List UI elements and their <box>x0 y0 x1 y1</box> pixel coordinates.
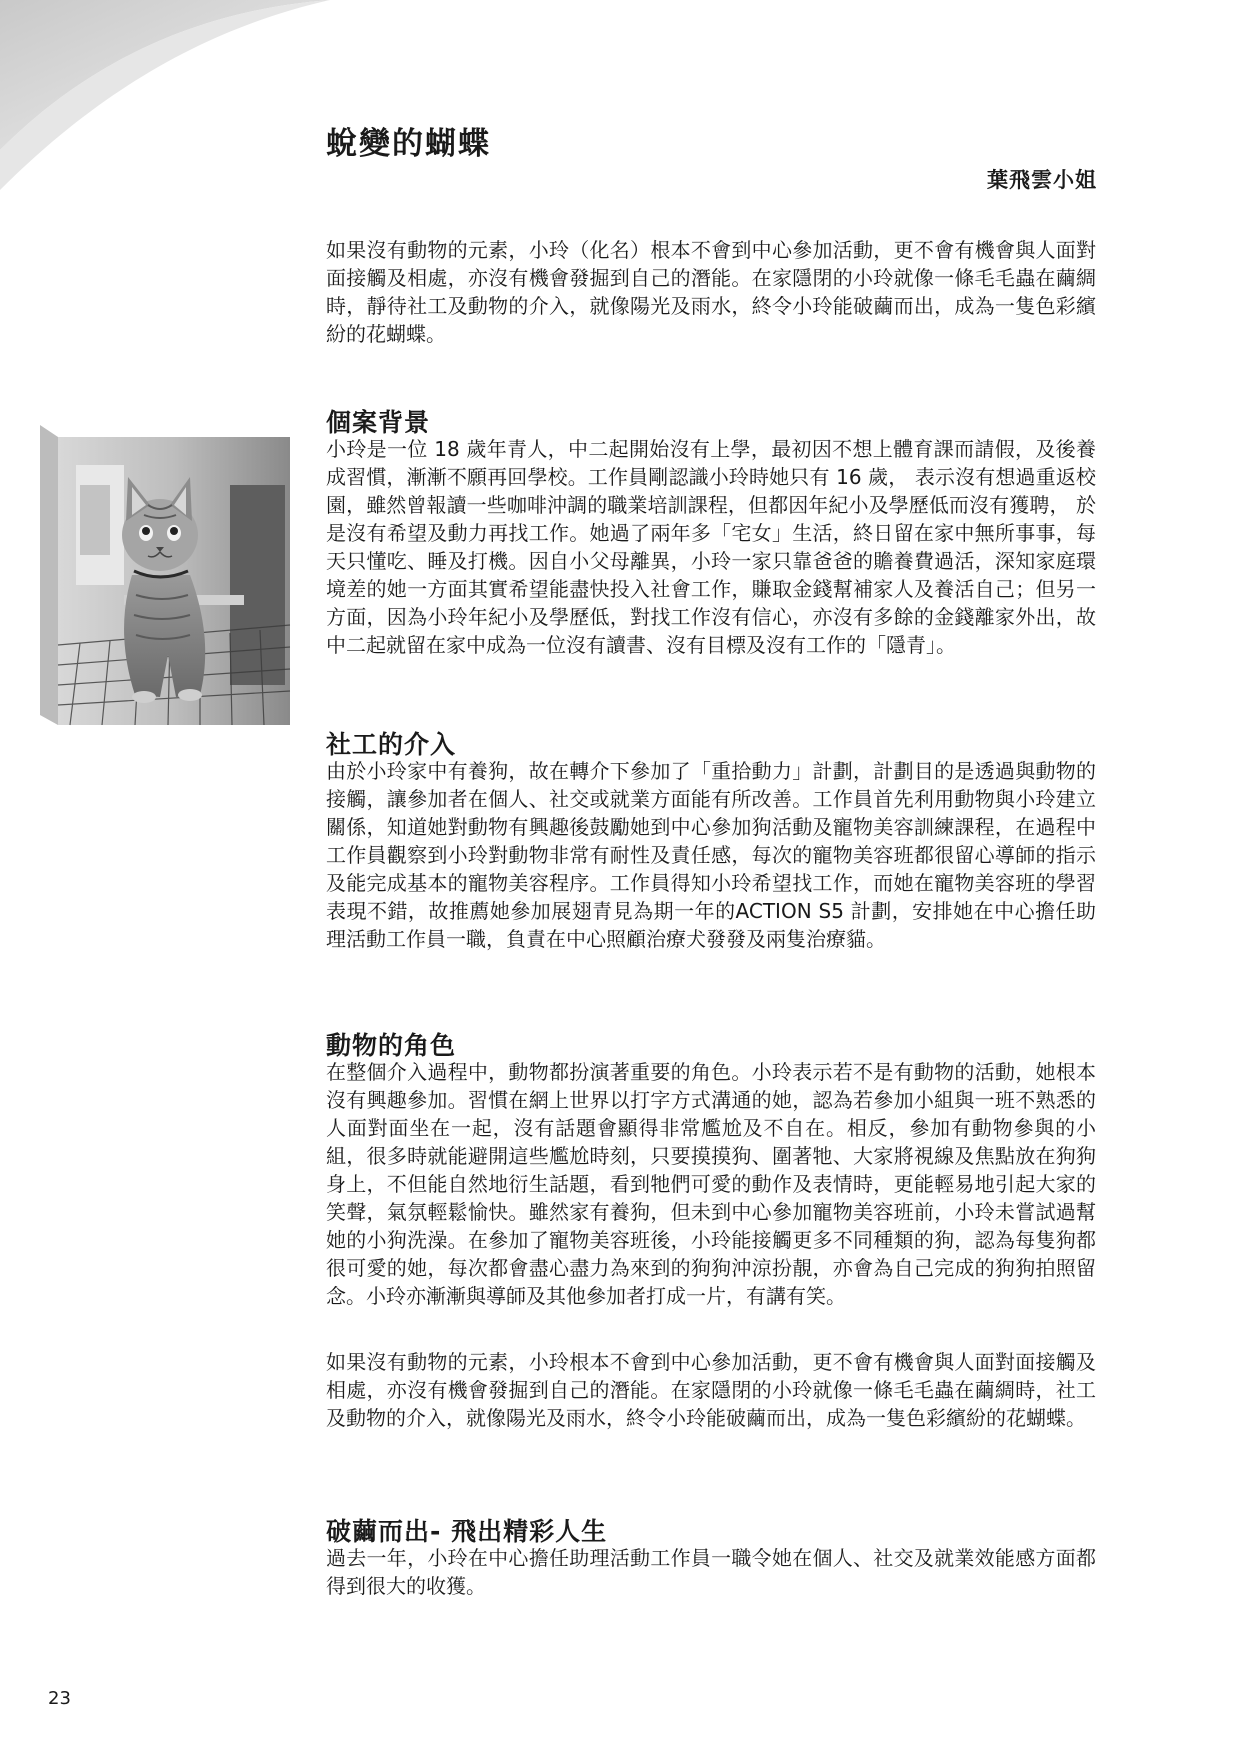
decorative-swoosh <box>0 0 340 200</box>
section-paragraph: 如果沒有動物的元素，小玲根本不會到中心參加活動，更不會有機會與人面對面接觸及相處，亦沒有機會發掘到自己的潛能。在家隱閉的小玲就像一條毛毛蟲在繭綢時，社工及動物的介入，就像陽光及雨水，終令小玲能破繭而出，成為一隻色彩繽紛的花蝴蝶。 <box>326 1350 1096 1430</box>
section-heading-animal-role: 動物的角色 <box>326 1031 457 1060</box>
section-paragraph: 過去一年，小玲在中心擔任助理活動工作員一職令她在個人、社交及就業效能感方面都得到很大的收獲。 <box>326 1546 1096 1598</box>
section-heading-breakthrough: 破繭而出- 飛出精彩人生 <box>326 1517 608 1546</box>
intro-paragraph: 如果沒有動物的元素，小玲（化名）根本不會到中心參加活動，更不會有機會與人面對面接觸及相處，亦沒有機會發掘到自己的潛能。在家隱閉的小玲就像一條毛毛蟲在繭綢時，靜待社工及動物的介入，就像陽光及雨水，終令小玲能破繭而出，成為一隻色彩繽紛的花蝴蝶。 <box>326 238 1096 346</box>
cat-photo <box>40 425 295 730</box>
section-heading-intervention: 社工的介入 <box>326 730 457 759</box>
section-paragraph: 在整個介入過程中，動物都扮演著重要的角色。小玲表示若不是有動物的活動，她根本沒有興趣參加。習慣在網上世界以打字方式溝通的她，認為若參加小組與一班不熟悉的人面對面坐在一起，沒有話題會顯得非常尷尬及不自在。相反，參加有動物參與的小組，很多時就能避開這些尷尬時刻，只要摸摸狗、圍著牠、大家將視線及焦點放在狗狗身上，不但能自然地衍生話題，看到牠們可愛的動作及表情時，更能輕易地引起大家的笑聲，氣氛輕鬆愉快。雖然家有養狗，但未到中心參加寵物美容班前，小玲未嘗試過幫她的小狗洗澡。在參加了寵物美容班後，小玲能接觸更多不同種類的狗，認為每隻狗都很可愛的她，每次都會盡心盡力為來到的狗狗沖涼扮靚，亦會為自己完成的狗狗拍照留念。小玲亦漸漸與導師及其他參加者打成一片，有講有笑。 <box>326 1060 1096 1308</box>
section-heading-background: 個案背景 <box>326 408 431 437</box>
page-number: 23 <box>48 1688 71 1709</box>
section-paragraph: 由於小玲家中有養狗，故在轉介下參加了「重拾動力」計劃，計劃目的是透過與動物的接觸，讓參加者在個人、社交或就業方面能有所改善。工作員首先利用動物與小玲建立關係，知道她對動物有興趣後鼓勵她到中心參加狗活動及寵物美容訓練課程，在過程中工作員觀察到小玲對動物非常有耐性及責任感，每次的寵物美容班都很留心導師的指示及能完成基本的寵物美容程序。工作員得知小玲希望找工作，而她在寵物美容班的學習表現不錯，故推薦她參加展翅青見為期一年的ACTION S5 計劃，安排她在中心擔任助理活動工作員一職，負責在中心照顧治療犬發發及兩隻治療貓。 <box>326 759 1096 951</box>
author-name: 葉飛雲小姐 <box>987 168 1097 192</box>
article-title: 蛻變的蝴蝶 <box>326 126 491 162</box>
section-paragraph: 小玲是一位 18 歲年青人，中二起開始沒有上學，最初因不想上體育課而請假，及後養成習慣，漸漸不願再回學校。工作員剛認識小玲時她只有 16 歲， 表示沒有想過重返校園，雖然曾報讀一些咖啡沖調的職業培訓課程，但都因年紀小及學歷低而沒有獲聘， 於是沒有希望及動力再找工作。她過了兩年多「宅女」生活，終日留在家中無所事事，每天只懂吃、睡及打機。因自小父母離異，小玲一家只靠爸爸的贍養費過活，深知家庭環境差的她一方面其實希望能盡快投入社會工作，賺取金錢幫補家人及養活自己；但另一方面，因為小玲年紀小及學歷低，對找工作沒有信心，亦沒有多餘的金錢離家外出，故中二起就留在家中成為一位沒有讀書、沒有目標及沒有工作的「隱青」。 <box>326 437 1096 657</box>
